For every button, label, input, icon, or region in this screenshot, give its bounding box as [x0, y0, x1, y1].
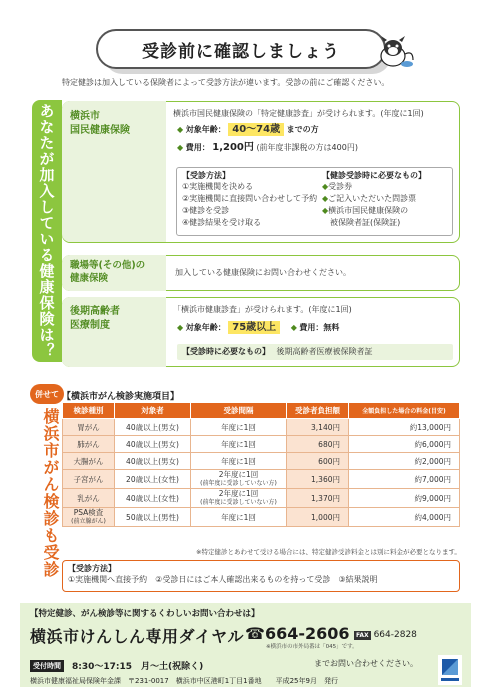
diamond-icon: ◆	[177, 143, 184, 152]
section-yokohama-kokuho-label: 横浜市 国民健康保険	[70, 111, 130, 136]
page-title: 受診前に確認しましょう	[96, 29, 386, 69]
kokuho-desc: 横浜市国民健康保険の「特定健康診査」が受けられます。(年度に1回)	[173, 109, 424, 118]
diamond-icon: ◆	[322, 206, 329, 215]
header-full: 全額負担した場合の料金(目安)	[349, 403, 460, 419]
cancer-heading: 【横浜市がん検診実施項目】	[62, 392, 180, 402]
footer-fax: FAX 664-2828	[356, 630, 417, 640]
phone-icon: ☎	[245, 624, 265, 643]
footer-question: 【特定健診、がん検診等に関するくわしいお問い合わせは】	[30, 609, 260, 619]
cancer-table	[62, 402, 460, 527]
table-row: 胃がん 40歳以上(男女) 年度に1回 3,140円 約13,000円	[63, 419, 460, 436]
intro-text: 特定健診は加入している保険者によって受診方法が違います。受診の前にご確認ください。	[62, 78, 390, 87]
diamond-icon: ◆	[177, 125, 184, 134]
kokuho-methods: 【受診方法】 ①実施機関を決める ②実施機関に直接問い合わせして予約 ③健診を受診 ④健診結果を受け取る	[182, 171, 318, 227]
header-fee: 受診者負担額	[287, 403, 349, 419]
insurance-vertical-banner: あなたが加入している健康保険は？	[32, 100, 62, 362]
table-row: PSA検査 (前立腺がん) 50歳以上(男性) 年度に1回 1,000円 約4,000円	[63, 508, 460, 527]
kokuho-age: ◆ 対象年齢： 40〜74歳 までの方	[177, 124, 319, 135]
footer-hours-tag: 受付時間	[30, 660, 64, 672]
footer-dial-name: 横浜市けんしん専用ダイヤル	[30, 627, 245, 646]
diamond-icon: ◆	[290, 323, 297, 332]
header-type: 検診種別	[63, 403, 115, 419]
header-target: 対象者	[115, 403, 191, 419]
footer-hours: 8:30〜17:15 月〜土(祝除く)	[72, 662, 204, 672]
table-row: 子宮がん 20歳以上(女性) 2年度に1回 (前年度に受診していない方) 1,360円 約7,000円	[63, 470, 460, 489]
elderly-age: ◆ 対象年齢： 75歳以上 ◆ 費用：無料	[177, 322, 340, 333]
diamond-icon: ◆	[322, 194, 329, 203]
cancer-procedure: 【受診方法】 ①実施機関へ直接予約 ②受診日にはご本人確認出来るものを持って受診 ③結果説明	[68, 564, 378, 584]
workplace-desc: 加入している健康保険にお問い合わせください。	[175, 268, 351, 277]
footer-address: 横浜市健康福祉局保険年金課 〒231-0017 横浜市中区港町1丁目1番地 平成25年9月 発行	[30, 677, 338, 685]
diamond-icon: ◆	[322, 182, 329, 191]
table-row: 大腸がん 40歳以上(男女) 年度に1回 600円 約2,000円	[63, 453, 460, 470]
table-row: 肺がん 40歳以上(男女) 年度に1回 680円 約6,000円	[63, 436, 460, 453]
header-interval: 受診間隔	[191, 403, 287, 419]
section-workplace-label: 職場等(その他)の 健康保険	[70, 260, 146, 284]
footer-tel[interactable]: ☎664-2606	[245, 624, 350, 643]
cancer-vertical-banner: 横浜市がん検診も受診	[41, 408, 60, 578]
table-row: 乳がん 40歳以上(女性) 2年度に1回 (前年度に受診していない方) 1,370円 約9,000円	[63, 489, 460, 508]
yokohama-logo-icon	[438, 655, 462, 685]
elderly-desc: 「横浜市健康診査」が受けられます。(年度に1回)	[173, 305, 352, 314]
footer-ask: までお問い合わせください。	[314, 659, 418, 668]
cancer-note: ※特定健診とあわせて受ける場合には、特定健診受診料金とは別に料金が必要となります。	[196, 548, 461, 556]
diamond-icon: ◆	[177, 323, 184, 332]
elderly-need: 【受診時に必要なもの】 後期高齢者医療被保険者証	[182, 347, 373, 356]
kokuho-needs: 【健診受診時に必要なもの】 ◆受診券 ◆ご記入いただいた問診票 ◆横浜市国民健康保険の 被保険者証(保険証)	[322, 171, 426, 227]
footer-tel-note: ※横浜市の市外局番は「045」です。	[266, 644, 358, 650]
heisete-badge: 併せて	[30, 384, 64, 404]
section-elderly-label: 後期高齢者 医療制度	[70, 306, 120, 331]
kokuho-fee: ◆ 費用： 1,200円 (前年度非課税の方は400円)	[177, 142, 358, 153]
dog-mascot-icon	[373, 34, 417, 70]
